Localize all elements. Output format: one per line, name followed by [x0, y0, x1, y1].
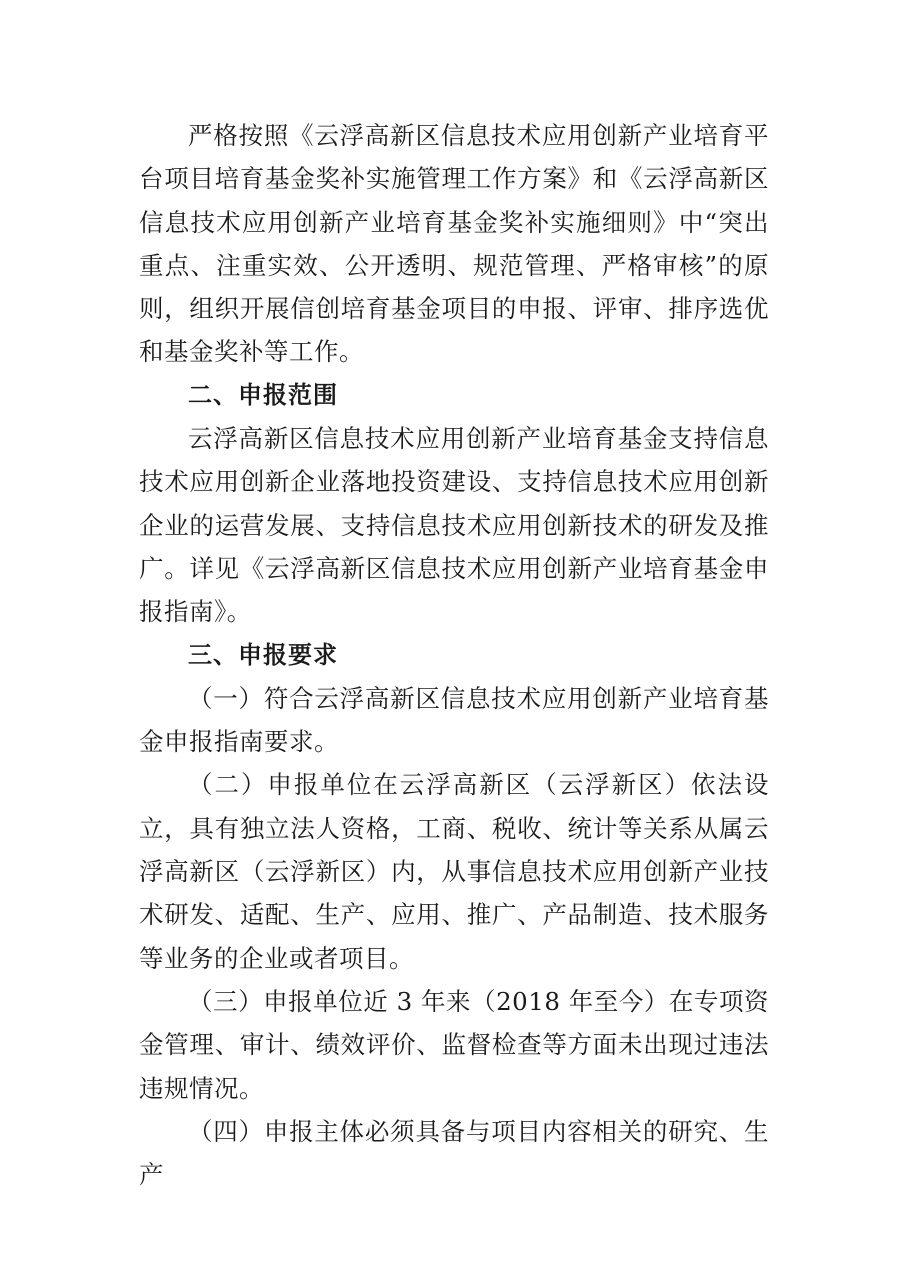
section-heading-scope: 二、申报范围 [188, 380, 338, 409]
paragraph-scope: 云浮高新区信息技术应用创新产业培育基金支持信息技术应用创新企业落地投资建设、支持信息技术应用创新企业的运营发展、支持信息技术应用创新技术的研发及推广。详见《云浮高新区信息技术应用创新产业培育基金申报指南》。 [139, 424, 769, 627]
requirement-item-2: （二）申报单位在云浮高新区（云浮新区）依法设立，具有独立法人资格，工商、税收、统计等关系从属云浮高新区（云浮新区）内，从事信息技术应用创新产业技术研发、适配、生产、应用、推广、产品制造、技术服务等业务的企业或者项目。 [139, 770, 769, 973]
paragraph-principles: 严格按照《云浮高新区信息技术应用创新产业培育平台项目培育基金奖补实施管理工作方案》和《云浮高新区信息技术应用创新产业培育基金奖补实施细则》中“突出重点、注重实效、公开透明、规范管理、严格审核”的原则，组织开展信创培育基金项目的申报、评审、排序选优和基金奖补等工作。 [139, 121, 769, 367]
requirement-item-1: （一）符合云浮高新区信息技术应用创新产业培育基金申报指南要求。 [139, 683, 769, 757]
requirement-item-4: （四）申报主体必须具备与项目内容相关的研究、生产 [139, 1116, 769, 1190]
section-heading-requirements: 三、申报要求 [188, 640, 338, 669]
requirement-item-3: （三）申报单位近 3 年来（2018 年至今）在专项资金管理、审计、绩效评价、监督检查等方面未出现过违法违规情况。 [139, 986, 769, 1103]
document-body [139, 114, 769, 1196]
